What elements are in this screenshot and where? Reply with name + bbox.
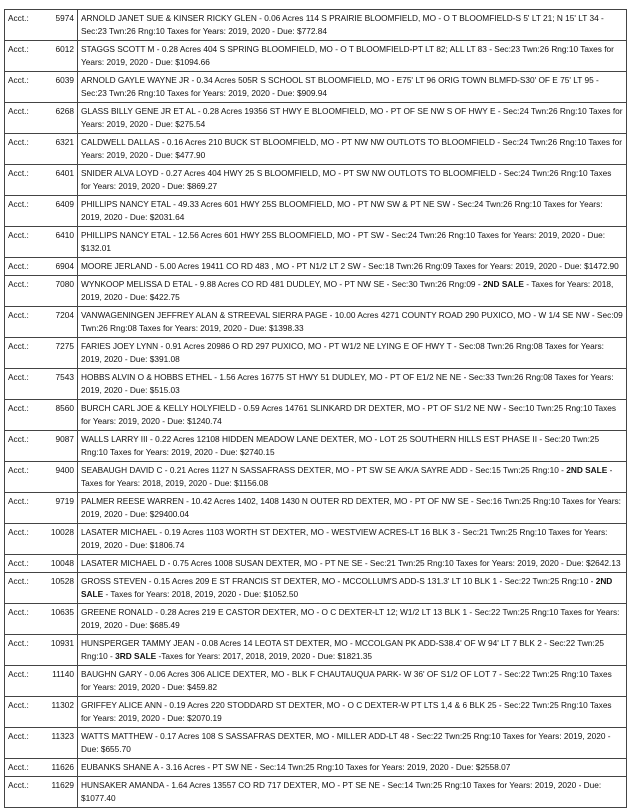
property-description-text: WYNKOOP MELISSA D ETAL - 9.88 Acres CO RD 481 DUDLEY, MO - PT NW SE - Sec:30 Twn:26 Rng:09 - — [81, 279, 483, 289]
account-label: Acct.: — [8, 106, 29, 116]
property-description-text: - Taxes for Years: 2018, 2019, 2020 - Due: $1052.50 — [103, 589, 299, 599]
account-number: 11140 — [52, 669, 74, 679]
account-number: 10635 — [50, 607, 74, 617]
property-description-text: WALLS LARRY III - 0.22 Acres 12108 HIDDEN MEADOW LANE DEXTER, MO - LOT 25 SOUTHERN HILLS EST PHASE II - Sec:20 Twn:25 Rng:10 Taxes for Years: 2019, 2020 - Due: $2740.15 — [81, 434, 600, 457]
table-row — [5, 307, 627, 338]
property-description-cell — [78, 72, 627, 103]
property-description-cell — [78, 431, 627, 462]
table-row — [5, 258, 627, 276]
property-description-cell — [78, 462, 627, 493]
account-number: 9087 — [55, 434, 74, 444]
account-cell — [5, 555, 78, 573]
account-cell — [5, 103, 78, 134]
account-label: Acct.: — [8, 341, 29, 351]
table-row — [5, 400, 627, 431]
account-label: Acct.: — [8, 279, 29, 289]
property-description-cell — [78, 307, 627, 338]
table-row — [5, 573, 627, 604]
account-label: Acct.: — [8, 780, 29, 790]
property-description-cell — [78, 573, 627, 604]
account-number: 6012 — [55, 44, 74, 54]
account-cell — [5, 697, 78, 728]
account-cell — [5, 462, 78, 493]
account-number: 6268 — [55, 106, 74, 116]
table-row — [5, 604, 627, 635]
property-description-cell — [78, 666, 627, 697]
account-number: 11626 — [51, 762, 74, 772]
table-body — [5, 10, 627, 808]
account-cell — [5, 573, 78, 604]
table-row — [5, 777, 627, 808]
property-description-cell — [78, 400, 627, 431]
account-label: Acct.: — [8, 199, 29, 209]
property-description-text: - Taxes for Years: 2018, 2019, 2020 - Due: $422.75 — [81, 279, 614, 302]
sale-count-label: 2ND SALE — [81, 576, 613, 599]
property-description-cell — [78, 258, 627, 276]
account-cell — [5, 759, 78, 777]
account-cell — [5, 338, 78, 369]
table-row — [5, 165, 627, 196]
property-description-text: FARIES JOEY LYNN - 0.91 Acres 20986 O RD 297 PUXICO, MO - PT W1/2 NE LYING E OF HWY T - Sec:08 Twn:26 Rng:08 Taxes for Years: 2019, 2020 - Due: $391.08 — [81, 341, 604, 364]
account-cell — [5, 196, 78, 227]
property-description-cell — [78, 41, 627, 72]
property-description-text: GREENE RONALD - 0.28 Acres 219 E CASTOR DEXTER, MO - O C DEXTER-LT 12; W1/2 LT 13 BLK 1 - Sec:22 Twn:25 Rng:10 Taxes for Years: 2019, 2020 - Due: $685.49 — [81, 607, 620, 630]
table-row — [5, 10, 627, 41]
account-cell — [5, 276, 78, 307]
account-label: Acct.: — [8, 434, 29, 444]
account-label: Acct.: — [8, 403, 29, 413]
property-description-cell — [78, 227, 627, 258]
table-row — [5, 431, 627, 462]
table-row — [5, 697, 627, 728]
table-row — [5, 72, 627, 103]
account-cell — [5, 604, 78, 635]
property-description-text: -Taxes for Years: 2017, 2018, 2019, 2020 - Due: $1821.35 — [156, 651, 373, 661]
account-cell — [5, 635, 78, 666]
account-number: 6321 — [55, 137, 74, 147]
property-description-text: CALDWELL DALLAS - 0.16 Acres 210 BUCK ST BLOOMFIELD, MO - PT NW NW OUTLOTS TO BLOOMFIELD - Sec:24 Twn:26 Rng:10 Taxes for Years: 2019, 2020 - Due: $477.90 — [81, 137, 623, 160]
account-number: 5974 — [55, 13, 74, 23]
account-label: Acct.: — [8, 607, 29, 617]
property-description-text: STAGGS SCOTT M - 0.28 Acres 404 S SPRING BLOOMFIELD, MO - O T BLOOMFIELD-PT LT 82; ALL LT 83 - Sec:23 Twn:26 Rng:10 Taxes for Years: 2019, 2020 - Due: $1094.66 — [81, 44, 614, 67]
property-description-cell — [78, 10, 627, 41]
table-row — [5, 635, 627, 666]
account-label: Acct.: — [8, 762, 29, 772]
account-label: Acct.: — [8, 465, 29, 475]
account-cell — [5, 41, 78, 72]
account-cell — [5, 400, 78, 431]
property-description-text: HUNSAKER AMANDA - 1.64 Acres 13557 CO RD 717 DEXTER, MO - PT SE NE - Sec:14 Twn:25 Rng:10 Taxes for Years: 2019, 2020 - Due: $1077.40 — [81, 780, 602, 803]
property-description-text: PHILLIPS NANCY ETAL - 12.56 Acres 601 HWY 25S BLOOMFIELD, MO - PT SW - Sec:24 Twn:26 Rng:10 Taxes for Years: 2019, 2020 - Due: $132.01 — [81, 230, 606, 253]
property-description-cell — [78, 604, 627, 635]
account-cell — [5, 524, 78, 555]
account-number: 7543 — [55, 372, 74, 382]
table-row — [5, 462, 627, 493]
property-description-text: SEABAUGH DAVID C - 0.21 Acres 1127 N SASSAFRASS DEXTER, MO - PT SW SE A/K/A SAYRE ADD - Sec:15 Twn:25 Rng:10 - — [81, 465, 567, 475]
account-label: Acct.: — [8, 168, 29, 178]
account-cell — [5, 369, 78, 400]
account-label: Acct.: — [8, 13, 29, 23]
account-cell — [5, 258, 78, 276]
account-label: Acct.: — [8, 731, 29, 741]
account-label: Acct.: — [8, 638, 29, 648]
account-number: 10048 — [50, 558, 74, 568]
table-row — [5, 227, 627, 258]
account-label: Acct.: — [8, 137, 29, 147]
property-description-cell — [78, 338, 627, 369]
account-cell — [5, 307, 78, 338]
table-row — [5, 338, 627, 369]
account-number: 6904 — [55, 261, 74, 271]
property-description-cell — [78, 493, 627, 524]
property-description-text: BURCH CARL JOE & KELLY HOLYFIELD - 0.59 Acres 14761 SLINKARD DR DEXTER, MO - PT OF S1/2 NE NW - Sec:10 Twn:25 Rng:10 Taxes for Years: 2019, 2020 - Due: $1240.74 — [81, 403, 617, 426]
table-row — [5, 41, 627, 72]
account-number: 6039 — [55, 75, 74, 85]
property-description-text: - Taxes for Years: 2018, 2019, 2020 - Due: $1156.08 — [81, 465, 613, 488]
property-description-cell — [78, 165, 627, 196]
property-description-text: ARNOLD JANET SUE & KINSER RICKY GLEN - 0.06 Acres 114 S PRAIRIE BLOOMFIELD, MO - O T BLOOMFIELD-S 5' LT 21; N 15' LT 34 - Sec:23 Twn:26 Rng:10 Taxes for Years: 2019, 2020 - Due: $772.84 — [81, 13, 604, 36]
account-cell — [5, 10, 78, 41]
property-description-cell — [78, 555, 627, 573]
account-number: 7204 — [55, 310, 74, 320]
account-label: Acct.: — [8, 700, 29, 710]
table-row — [5, 369, 627, 400]
property-description-cell — [78, 276, 627, 307]
account-label: Acct.: — [8, 669, 29, 679]
table-row — [5, 759, 627, 777]
property-description-text: SNIDER ALVA LOYD - 0.27 Acres 404 HWY 25 S BLOOMFIELD, MO - PT SW NW OUTLOTS TO BLOOMFIELD - Sec:24 Twn:26 Rng:10 Taxes for Years: 2019, 2020 - Due: $869.27 — [81, 168, 612, 191]
property-description-cell — [78, 524, 627, 555]
account-cell — [5, 493, 78, 524]
property-description-text: WATTS MATTHEW - 0.17 Acres 108 S SASSAFRAS DEXTER, MO - MILLER ADD-LT 48 - Sec:22 Twn:25 Rng:10 Taxes for Years: 2019, 2020 - Due: $655.70 — [81, 731, 611, 754]
account-number: 7275 — [55, 341, 74, 351]
account-cell — [5, 431, 78, 462]
account-number: 6410 — [55, 230, 74, 240]
property-description-cell — [78, 759, 627, 777]
property-description-text: PHILLIPS NANCY ETAL - 49.33 Acres 601 HWY 25S BLOOMFIELD, MO - PT NW SW & PT NE SW - Sec:24 Twn:26 Rng:10 Taxes for Years: 2019, 2020 - Due: $2031.64 — [81, 199, 603, 222]
property-description-text: ARNOLD GAYLE WAYNE JR - 0.34 Acres 505R S SCHOOL ST BLOOMFIELD, MO - E75' LT 96 ORIG TOWN BLMFD-S30' OF E 75' LT 95 - Sec:23 Twn:26 Rng:10 Taxes for Years: 2019, 2020 - Due: $909.94 — [81, 75, 599, 98]
account-number: 6401 — [55, 168, 74, 178]
property-description-cell — [78, 134, 627, 165]
account-label: Acct.: — [8, 496, 29, 506]
table-row — [5, 103, 627, 134]
table-row — [5, 524, 627, 555]
property-description-cell — [78, 635, 627, 666]
account-cell — [5, 134, 78, 165]
property-description-text: HUNSPERGER TAMMY JEAN - 0.08 Acres 14 LEOTA ST DEXTER, MO - MCCOLGAN PK ADD-S38.4' OF W 94' LT 7 BLK 2 - Sec:22 Twn:25 Rng:10 - — [81, 638, 604, 661]
property-description-cell — [78, 369, 627, 400]
property-description-text: GRIFFEY ALICE ANN - 0.19 Acres 220 STODDARD ST DEXTER, MO - O C DEXTER-W PT LTS 1,4 & 6 BLK 25 - Sec:22 Twn:25 Rng:10 Taxes for Years: 2019, 2020 - Due: $2070.19 — [81, 700, 612, 723]
delinquent-tax-table — [4, 9, 627, 808]
account-number: 10931 — [50, 638, 74, 648]
account-number: 9719 — [55, 496, 74, 506]
property-description-cell — [78, 697, 627, 728]
table-row — [5, 493, 627, 524]
property-description-text: VANWAGENINGEN JEFFREY ALAN & STREEVAL SIERRA PAGE - 10.00 Acres 4271 COUNTY ROAD 290 PUXICO, MO - W 1/4 SE NW - Sec:09 Twn:26 Rng:08 Taxes for Years: 2019, 2020 - Due: $1398.33 — [81, 310, 623, 333]
account-cell — [5, 666, 78, 697]
property-description-text: LASATER MICHAEL - 0.19 Acres 1103 WORTH ST DEXTER, MO - WESTVIEW ACRES-LT 16 BLK 3 - Sec:21 Twn:25 Rng:10 Taxes for Years: 2019, 2020 - Due: $1806.74 — [81, 527, 608, 550]
account-number: 9400 — [55, 465, 74, 475]
property-description-cell — [78, 196, 627, 227]
account-number: 8560 — [55, 403, 74, 413]
property-description-cell — [78, 103, 627, 134]
table-row — [5, 728, 627, 759]
account-number: 10028 — [50, 527, 74, 537]
account-number: 7080 — [55, 279, 74, 289]
account-number: 11323 — [51, 731, 74, 741]
account-cell — [5, 227, 78, 258]
account-cell — [5, 728, 78, 759]
account-cell — [5, 165, 78, 196]
account-label: Acct.: — [8, 527, 29, 537]
property-description-cell — [78, 777, 627, 808]
account-label: Acct.: — [8, 372, 29, 382]
property-description-text: MOORE JERLAND - 5.00 Acres 19411 CO RD 483 , MO - PT N1/2 LT 2 SW - Sec:18 Twn:26 Rng:09 Taxes for Years: 2019, 2020 - Due: $1472.90 — [81, 261, 619, 271]
table-row — [5, 276, 627, 307]
property-description-text: PALMER REESE WARREN - 10.42 Acres 1402, 1408 1430 N OUTER RD DEXTER, MO - PT OF NW SE - Sec:16 Twn:25 Rng:10 Taxes for Years: 2019, 2020 - Due: $29400.04 — [81, 496, 621, 519]
property-description-cell — [78, 728, 627, 759]
account-number: 11302 — [51, 700, 74, 710]
account-label: Acct.: — [8, 230, 29, 240]
account-label: Acct.: — [8, 310, 29, 320]
account-label: Acct.: — [8, 576, 29, 586]
account-number: 10528 — [50, 576, 74, 586]
table-row — [5, 196, 627, 227]
table-row — [5, 555, 627, 573]
sale-count-label: 3RD SALE — [115, 651, 157, 661]
property-description-text: HOBBS ALVIN O & HOBBS ETHEL - 1.56 Acres 16775 ST HWY 51 DUDLEY, MO - PT OF E1/2 NE NE - Sec:33 Twn:26 Rng:08 Taxes for Years: 2019, 2020 - Due: $515.03 — [81, 372, 614, 395]
property-description-text: GLASS BILLY GENE JR ET AL - 0.28 Acres 19356 ST HWY E BLOOMFIELD, MO - PT OF SE NW S OF HWY E - Sec:24 Twn:26 Rng:10 Taxes for Years: 2019, 2020 - Due: $275.54 — [81, 106, 623, 129]
account-label: Acct.: — [8, 75, 29, 85]
account-label: Acct.: — [8, 558, 29, 568]
account-cell — [5, 72, 78, 103]
account-label: Acct.: — [8, 44, 29, 54]
account-number: 11629 — [51, 780, 74, 790]
table-row — [5, 666, 627, 697]
property-description-text: BAUGHN GARY - 0.06 Acres 306 ALICE DEXTER, MO - BLK F CHAUTAUQUA PARK- W 36' OF S1/2 OF LOT 7 - Sec:22 Twn:25 Rng:10 Taxes for Years: 2019, 2020 - Due: $459.82 — [81, 669, 612, 692]
property-description-text: GROSS STEVEN - 0.15 Acres 209 E ST FRANCIS ST DEXTER, MO - MCCOLLUM'S ADD-S 131.3' LT 10 BLK 1 - Sec:22 Twn:25 Rng:10 - — [81, 576, 596, 586]
sale-count-label: 2ND SALE — [482, 279, 524, 289]
property-description-text: EUBANKS SHANE A - 3.16 Acres - PT SW NE - Sec:14 Twn:25 Rng:10 Taxes for Years: 2019, 2020 - Due: $2558.07 — [81, 762, 511, 772]
sale-count-label: 2ND SALE — [566, 465, 608, 475]
account-label: Acct.: — [8, 261, 29, 271]
account-number: 6409 — [55, 199, 74, 209]
table-row — [5, 134, 627, 165]
account-cell — [5, 777, 78, 808]
property-description-text: LASATER MICHAEL D - 0.75 Acres 1008 SUSAN DEXTER, MO - PT NE SE - Sec:21 Twn:25 Rng:10 Taxes for Years: 2019, 2020 - Due: $2642.13 — [81, 558, 621, 568]
